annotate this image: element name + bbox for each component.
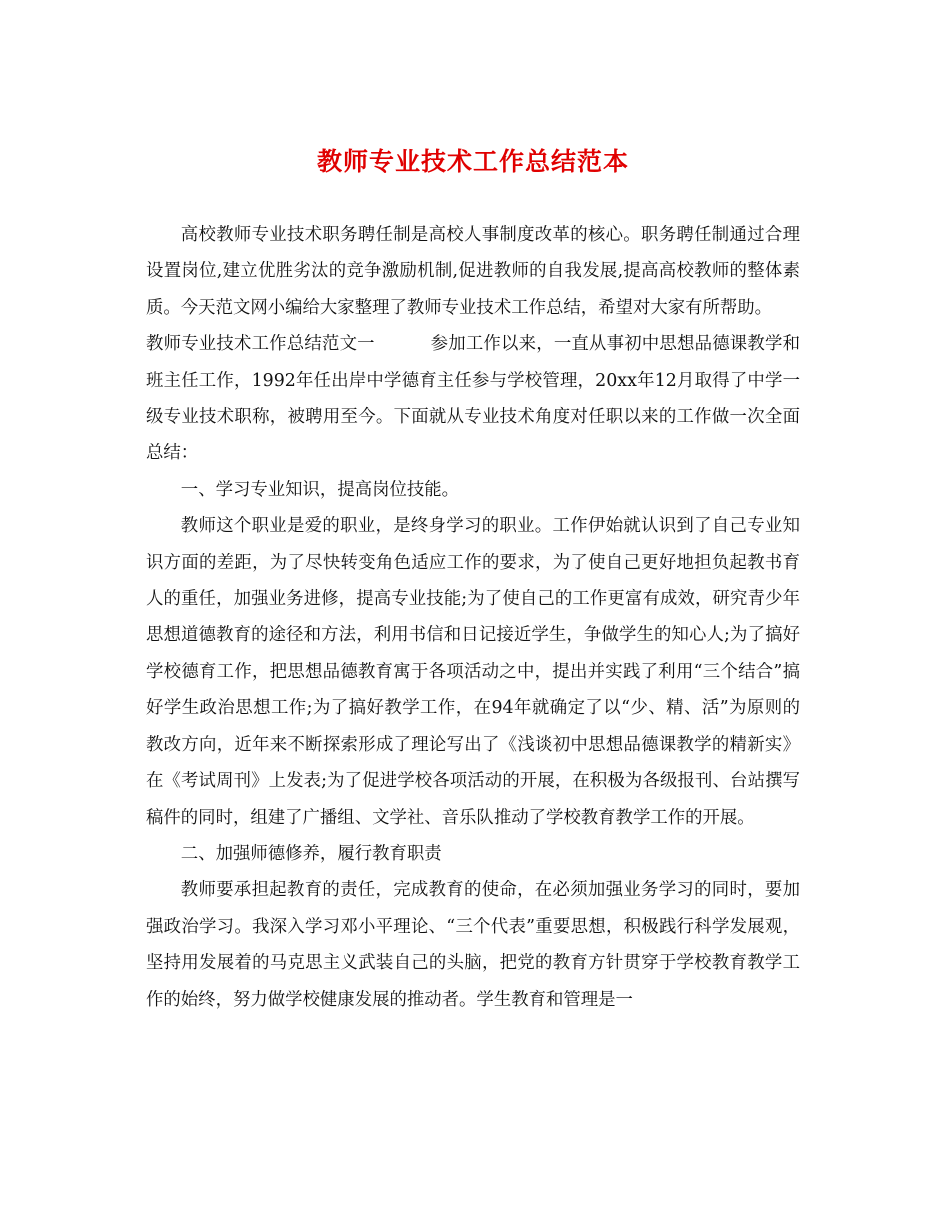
sample-paragraph [146, 326, 800, 472]
intro-paragraph: 高校教师专业技术职务聘任制是高校人事制度改革的核心。职务聘任制通过合理设置岗位,建立优胜劣汰的竞争激励机制,促进教师的自我发展,提高高校教师的整体素质。今天范文网小编给大家整理了教师专业技术工作总结，希望对大家有所帮助。 [146, 225, 800, 318]
sample-heading: 教师专业技术工作总结范文一 [146, 334, 375, 355]
sample-opening-text: 参加工作以来，一直从事初中思想品德课教学和班主任工作，1992年任出岸中学德育主任参与学校管理，20xx年12月取得了中学一级专业技术职称，被聘用至今。下面就从专业技术角度对任职以来的工作做一次全面总结： [146, 334, 800, 464]
section-1-heading: 一、学习专业知识，提高岗位技能。 [180, 479, 460, 500]
document-title: 教师专业技术工作总结范本 [316, 147, 629, 176]
section-1-paragraph: 教师这个职业是爱的职业，是终身学习的职业。工作伊始就认识到了自己专业知识方面的差距，为了尽快转变角色适应工作的要求，为了使自己更好地担负起教书育人的重任，加强业务进修，提高专业技能;为了使自己的工作更富有成效，研究青少年思想道德教育的途径和方法，利用书信和日记接近学生，争做学生的知心人;为了搞好学校德育工作，把思想品德教育寓于各项活动之中，提出并实践了利用“三个结合”搞好学生政治思想工作;为了搞好教学工作，在94年就确定了以“少、精、活”为原则的教改方向，近年来不断探索形成了理论写出了《浅谈初中思想品德课教学的精新实》在《考试周刊》上发表;为了促进学校各项活动的开展，在积极为各级报刊、台站撰写稿件的同时，组建了广播组、文学社、音乐队推动了学校教育教学工作的开展。 [146, 516, 800, 828]
section-2-heading: 二、加强师德修养，履行教育职责 [180, 843, 442, 864]
section-2-paragraph: 教师要承担起教育的责任，完成教育的使命，在必须加强业务学习的同时，要加强政治学习。我深入学习邓小平理论、“三个代表”重要思想，积极践行科学发展观，坚持用发展着的马克思主义武装自己的头脑，把党的教育方针贯穿于学校教育教学工作的始终，努力做学校健康发展的推动者。学生教育和管理是一 [146, 880, 800, 1010]
document-body [146, 217, 800, 1018]
